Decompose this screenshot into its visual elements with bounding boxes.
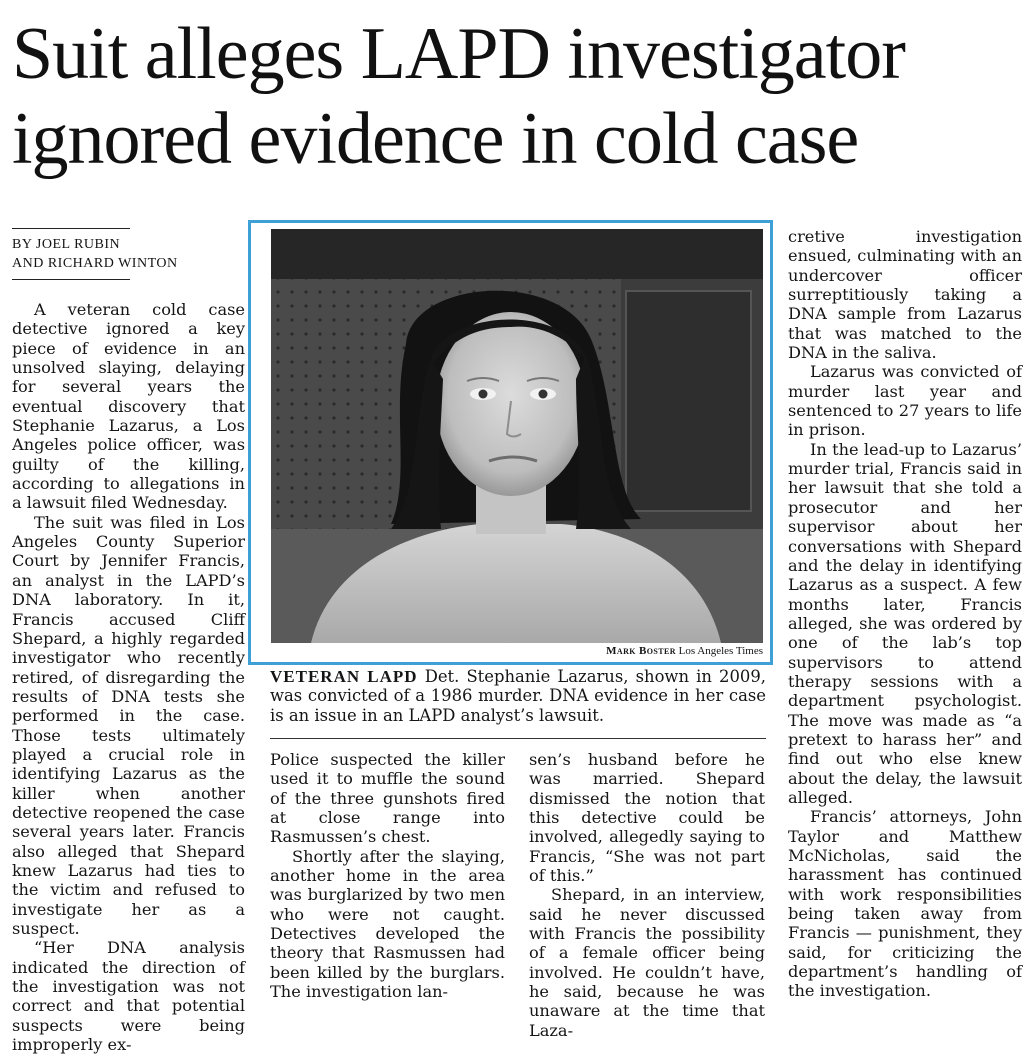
byline-bottom-rule [12, 279, 130, 280]
paragraph: “Her DNA analysis indicated the direction of the investigation was not correct and that potential suspects were being improperly ex- [12, 938, 245, 1054]
byline [12, 235, 245, 273]
paragraph: sen’s husband before he was married. Shepard dismissed the notion that this detective could be involved, allegedly saying to Francis, “She was not part of this.” [529, 750, 765, 886]
article-column-3 [529, 750, 765, 1040]
photo-caption [270, 667, 766, 725]
headline: Suit alleges LAPD investigator ignored evidence in cold case [12, 13, 905, 180]
paragraph: Shepard, in an interview, said he never discussed with Francis the possibility of a female officer being involved. He couldn’t have, he said, because he was unaware at the time that Laza- [529, 885, 765, 1040]
byline-line-2: AND RICHARD WINTON [12, 256, 178, 271]
paragraph: cretive investigation ensued, culminating with an undercover officer surreptitiously taking a DNA sample from Lazarus that was matched to the DNA in the saliva. [788, 227, 1022, 363]
article-column-1 [12, 228, 245, 1054]
byline-line-1: BY JOEL RUBIN [12, 237, 121, 252]
caption-rule [270, 738, 766, 739]
caption-text: Det. Stephanie Lazarus, shown in 2009, was convicted of a 1986 murder. DNA evidence in her case is an issue in an LAPD analyst’s lawsuit. [270, 667, 766, 725]
byline-top-rule [12, 228, 130, 229]
paragraph: In the lead-up to Lazarus’ murder trial, Francis said in her lawsuit that she told a prosecutor and her supervisor about her conversations with Shepard and the delay in identifying Lazarus as a suspect. A few months later, Francis alleged, she was ordered by one of the lab’s top supervisors to attend therapy sessions with a department psychologist. The move was made as “a pretext to harass her” and find out who else knew about the delay, the lawsuit alleged. [788, 439, 1022, 807]
photo-credit-name: Mark Boster [606, 645, 676, 657]
article-column-2 [270, 750, 505, 1001]
paragraph: Francis’ attorneys, John Taylor and Matthew McNicholas, said the harassment has continued with work responsibilities being taken away from Francis — punishment, they said, for criticizing the department’s handling of the investigation. [788, 807, 1022, 1001]
paragraph: Lazarus was convicted of murder last year and sentenced to 27 years to life in prison. [788, 362, 1022, 440]
photo-credit-org: Los Angeles Times [678, 645, 763, 657]
paragraph: A veteran cold case detective ignored a key piece of evidence in an unsolved slaying, delaying for several years the eventual discovery that Stephanie Lazarus, a Los Angeles police officer, was guilty of the killing, according to allegations in a lawsuit filed Wednesday. [12, 300, 245, 513]
photo-image [271, 229, 763, 643]
caption-lead: VETERAN LAPD [270, 667, 418, 686]
paragraph: Shortly after the slaying, another home in the area was burglarized by two men who were not caught. Detectives developed the theory that Rasmussen had been killed by the burglars. The investigation lan- [270, 846, 505, 1002]
paragraph: The suit was filed in Los Angeles County Superior Court by Jennifer Francis, an analyst in the LAPD’s DNA laboratory. In it, Francis accused Cliff Shepard, a highly regarded investigator who recently retired, of disregarding the results of DNA tests she performed in the case. Those tests ultimately played a crucial role in identifying Lazarus as the killer when another detective reopened the case several years later. Francis also alleged that Shepard knew Lazarus had ties to the victim and refused to investigate her as a suspect. [12, 512, 245, 938]
article-column-4 [788, 227, 1022, 1001]
photo-credit [271, 645, 763, 657]
paragraph: Police suspected the killer used it to muffle the sound of the three gunshots fired at close range into Rasmussen’s chest. [270, 750, 505, 847]
photo-stephanie-lazarus [271, 229, 763, 643]
